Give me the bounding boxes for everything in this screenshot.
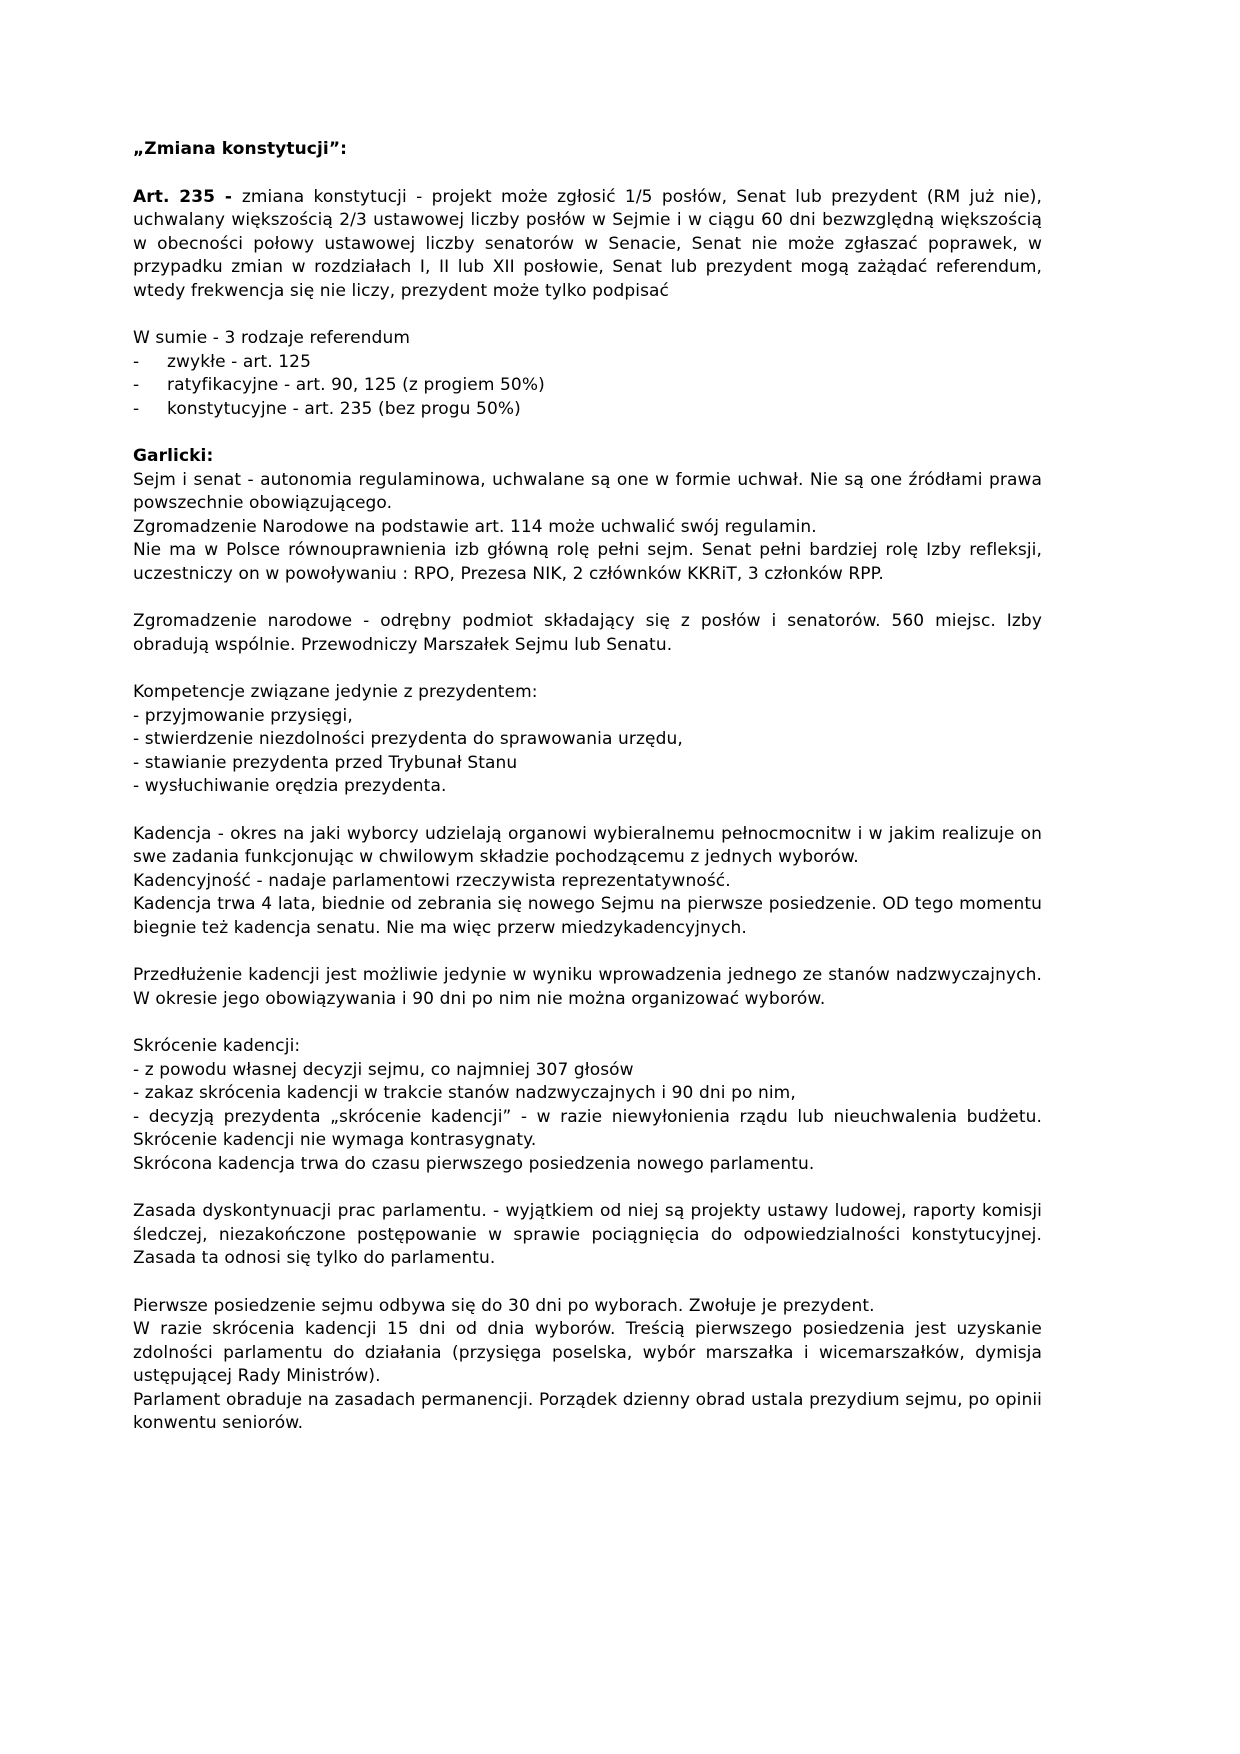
dash-marker: - bbox=[133, 375, 140, 395]
text-line: Sejm i senat - autonomia regulaminowa, uchwalane są one w formie uchwał. Nie są one źródłami prawa powszechnie obowiązującego. bbox=[133, 469, 1042, 513]
section-zgromadzenie bbox=[133, 610, 1042, 657]
dash-marker: - bbox=[133, 351, 140, 372]
text-line: Kadencja - okres na jaki wyborcy udzielają organowi wybieralnemu pełnocmocnitw i w jakim realizuje on swe zadania funkcjonując w chwilowym składzie pochodzącemu z jednych wyborów. bbox=[133, 823, 1042, 867]
text-line: - przyjmowanie przysięgi, bbox=[133, 705, 353, 726]
text-line: - stwierdzenie niezdolności prezydenta do sprawowania urzędu, bbox=[133, 729, 683, 749]
section-kadencja bbox=[133, 823, 1042, 941]
section-garlicki bbox=[133, 445, 1042, 586]
dyskontynuacja-paragraph: Zasada dyskontynuacji prac parlamentu. - wyjątkiem od niej są projekty ustawy ludowej, raporty komisji śledczej, niezakończone postępowanie w sprawie pociągnięcia do odpowiedzialności konstytucyjnej. Zasada ta odnosi się tylko do parlamentu. bbox=[133, 1201, 1042, 1268]
section-art235 bbox=[133, 186, 1042, 304]
referendum-intro: W sumie - 3 rodzaje referendum bbox=[133, 328, 410, 348]
zgromadzenie-paragraph: Zgromadzenie narodowe - odrębny podmiot składający się z posłów i senatorów. 560 miejsc. Izby obradują wspólnie. Przewodniczy Marszałek Sejmu lub Senatu. bbox=[133, 611, 1042, 655]
text-line: - decyzją prezydenta „skrócenie kadencji” - w razie niewyłonienia rządu lub nieuchwalenia budżetu. Skrócenie kadencji nie wymaga kontrasygnaty. bbox=[133, 1106, 1042, 1150]
section-skrocenie bbox=[133, 1035, 1042, 1176]
art235-text: zmiana konstytucji - projekt może zgłosić 1/5 posłów, Senat lub prezydent (RM już nie), uchwalany większością 2/3 ustawowej liczby posłów w Sejmie i w ciągu 60 dni bezwzględną większością w obecności połowy ustawowej liczby senatorów w Senacie, Senat nie może zgłaszać poprawek, w przypadku zmian w rozdziałach I, II lub XII posłowie, Senat lub prezydent mogą zażądać referendum, wtedy frekwencja się nie liczy, prezydent może tylko podpisać bbox=[133, 186, 1042, 301]
text-line: Nie ma w Polsce równouprawnienia izb główną rolę pełni sejm. Senat pełni bardziej rolę Izby refleksji, uczestniczy on w powoływaniu : RPO, Prezesa NIK, 2 człównków KKRiT, 3 członków RPP. bbox=[133, 540, 1042, 584]
text-line: Kadencja trwa 4 lata, biednie od zebrania się nowego Sejmu na pierwsze posiedzenie. OD tego momentu biegnie też kadencja senatu. Nie ma więc przerw miedzykadencyjnych. bbox=[133, 894, 1042, 938]
text-line: - zakaz skrócenia kadencji w trakcie stanów nadzwyczajnych i 90 dni po nim, bbox=[133, 1083, 796, 1103]
section-posiedzenie bbox=[133, 1295, 1042, 1436]
przedluzenie-paragraph: Przedłużenie kadencji jest możliwie jedynie w wyniku wprowadzenia jednego ze stanów nadzwyczajnych. W okresie jego obowiązywania i 90 dni po nim nie można organizować wyborów. bbox=[133, 965, 1042, 1009]
text-line: Pierwsze posiedzenie sejmu odbywa się do 30 dni po wyborach. Zwołuje je prezydent. bbox=[133, 1295, 875, 1316]
text-line: W razie skrócenia kadencji 15 dni od dnia wyborów. Treścią pierwszego posiedzenia jest uzyskanie zdolności parlamentu do działania (przysięga poselska, wybór marszałka i wicemarszałków, dymisja ustępującej Rady Ministrów). bbox=[133, 1319, 1042, 1386]
section-przedluzenie bbox=[133, 964, 1042, 1011]
list-item-text: zwykłe - art. 125 bbox=[167, 351, 311, 372]
list-item-text: ratyfikacyjne - art. 90, 125 (z progiem 50%) bbox=[167, 375, 545, 395]
doc-title: „Zmiana konstytucji”: bbox=[133, 139, 347, 159]
text-line: - wysłuchiwanie orędzia prezydenta. bbox=[133, 776, 447, 796]
text-line: Skrócona kadencja trwa do czasu pierwszego posiedzenia nowego parlamentu. bbox=[133, 1153, 815, 1174]
section-title bbox=[133, 138, 1042, 162]
section-referendum bbox=[133, 327, 1042, 421]
text-line: Kadencyjność - nadaje parlamentowi rzeczywista reprezentatywność. bbox=[133, 870, 731, 891]
text-line: Skrócenie kadencji: bbox=[133, 1036, 301, 1056]
text-line: - z powodu własnej decyzji sejmu, co najmniej 307 głosów bbox=[133, 1059, 634, 1080]
text-line: - stawianie prezydenta przed Trybunał Stanu bbox=[133, 752, 518, 773]
list-item bbox=[133, 351, 1042, 375]
list-item bbox=[133, 374, 1042, 398]
dash-marker: - bbox=[133, 398, 140, 419]
section-kompetencje bbox=[133, 681, 1042, 799]
art235-paragraph bbox=[133, 186, 1042, 304]
section-dyskontynuacja bbox=[133, 1200, 1042, 1271]
text-line: Parlament obraduje na zasadach permanencji. Porządek dzienny obrad ustala prezydium sejmu, po opinii konwentu seniorów. bbox=[133, 1389, 1042, 1433]
text-line: Zgromadzenie Narodowe na podstawie art. 114 może uchwalić swój regulamin. bbox=[133, 516, 817, 537]
list-item bbox=[133, 398, 1042, 422]
art235-lead: Art. 235 - bbox=[133, 186, 242, 207]
list-item-text: konstytucyjne - art. 235 (bez progu 50%) bbox=[167, 398, 521, 419]
text-line: Kompetencje związane jedynie z prezydentem: bbox=[133, 682, 538, 702]
garlicki-heading: Garlicki: bbox=[133, 446, 214, 466]
